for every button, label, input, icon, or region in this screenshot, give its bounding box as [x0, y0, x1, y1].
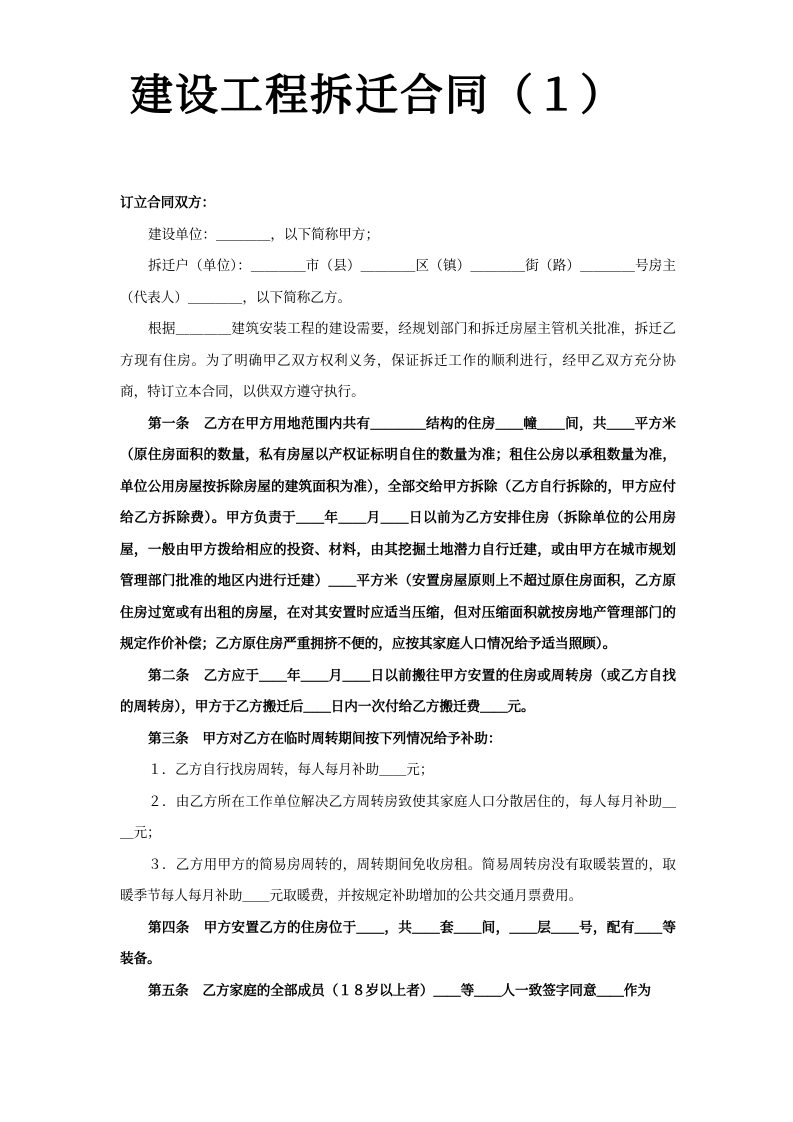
preamble-paragraph: 根据＿＿＿＿建筑安装工程的建设需要，经规划部门和拆迁房屋主管机关批准，拆迁乙方现有住房。为了明确甲乙双方权利义务，保证拆迁工作的顺利进行，经甲乙双方充分协商，特订立本合同，以供双方遵守执行。	[120, 321, 676, 400]
article-3-item-3: ３．乙方用甲方的简易房周转的，周转期间免收房租。简易周转房没有取暖装置的，取暖季节每人每月补助＿＿元取暖费，并按规定补助增加的公共交通月票费用。	[120, 856, 676, 904]
document-body	[120, 188, 676, 1007]
article-5: 第五条 乙方家庭的全部成员（１８岁以上者）＿＿等＿＿人一致签字同意＿＿作为	[148, 982, 651, 999]
article-1: 第一条 乙方在甲方用地范围内共有＿＿＿＿结构的住房＿＿幢＿＿间，共＿＿平方米（原住房面积的数量，私有房屋以产权证标明自住的数量为准；租住公房以承租数量为准，单位公用房屋按拆除房屋的建筑面积为准），全部交给甲方拆除（乙方自行拆除的，甲方应付给乙方拆除费）。甲方负责于＿＿年＿＿月＿＿日以前为乙方安排住房（拆除单位的公用房屋，一般由甲方拨给相应的投资、材料，由其挖掘土地潜力自行迁建，或由甲方在城市规划管理部门批准的地区内进行迁建）＿＿平方米（安置房屋原则上不超过原住房面积，乙方原住房过宽或有出租的房屋，在对其安置时应适当压缩，但对压缩面积就按房地产管理部门的规定作价补偿；乙方原住房严重拥挤不便的，应按其家庭人口情况给予适当照顾）。	[120, 415, 676, 652]
article-3-item-2: ２．由乙方所在工作单位解决乙方周转房致使其家庭人口分散居住的，每人每月补助＿＿元；	[120, 793, 676, 841]
article-3: 第三条 甲方对乙方在临时周转期间按下列情况给予补助：	[148, 730, 502, 747]
article-4: 第四条 甲方安置乙方的住房位于＿＿，共＿＿套＿＿间，＿＿层＿＿号，配有＿＿等装备。	[120, 919, 676, 967]
party-b-paragraph: 拆迁户（单位）：＿＿＿＿市（县）＿＿＿＿区（镇）＿＿＿＿街（路）＿＿＿＿号房主（代表人）＿＿＿＿，以下简称乙方。	[120, 258, 676, 306]
contract-parties-heading: 订立合同双方：	[120, 195, 216, 211]
document-title: 建设工程拆迁合同（１）	[130, 71, 625, 121]
article-3-item-1: １．乙方自行找房周转，每人每月补助＿＿元；	[148, 762, 434, 778]
article-2: 第二条 乙方应于＿＿年＿＿月＿＿日以前搬往甲方安置的住房或周转房（或乙方自找的周转房），甲方于乙方搬迁后＿＿日内一次付给乙方搬迁费＿＿元。	[120, 667, 676, 715]
party-a-paragraph: 建设单位：＿＿＿＿，以下简称甲方；	[148, 226, 380, 243]
